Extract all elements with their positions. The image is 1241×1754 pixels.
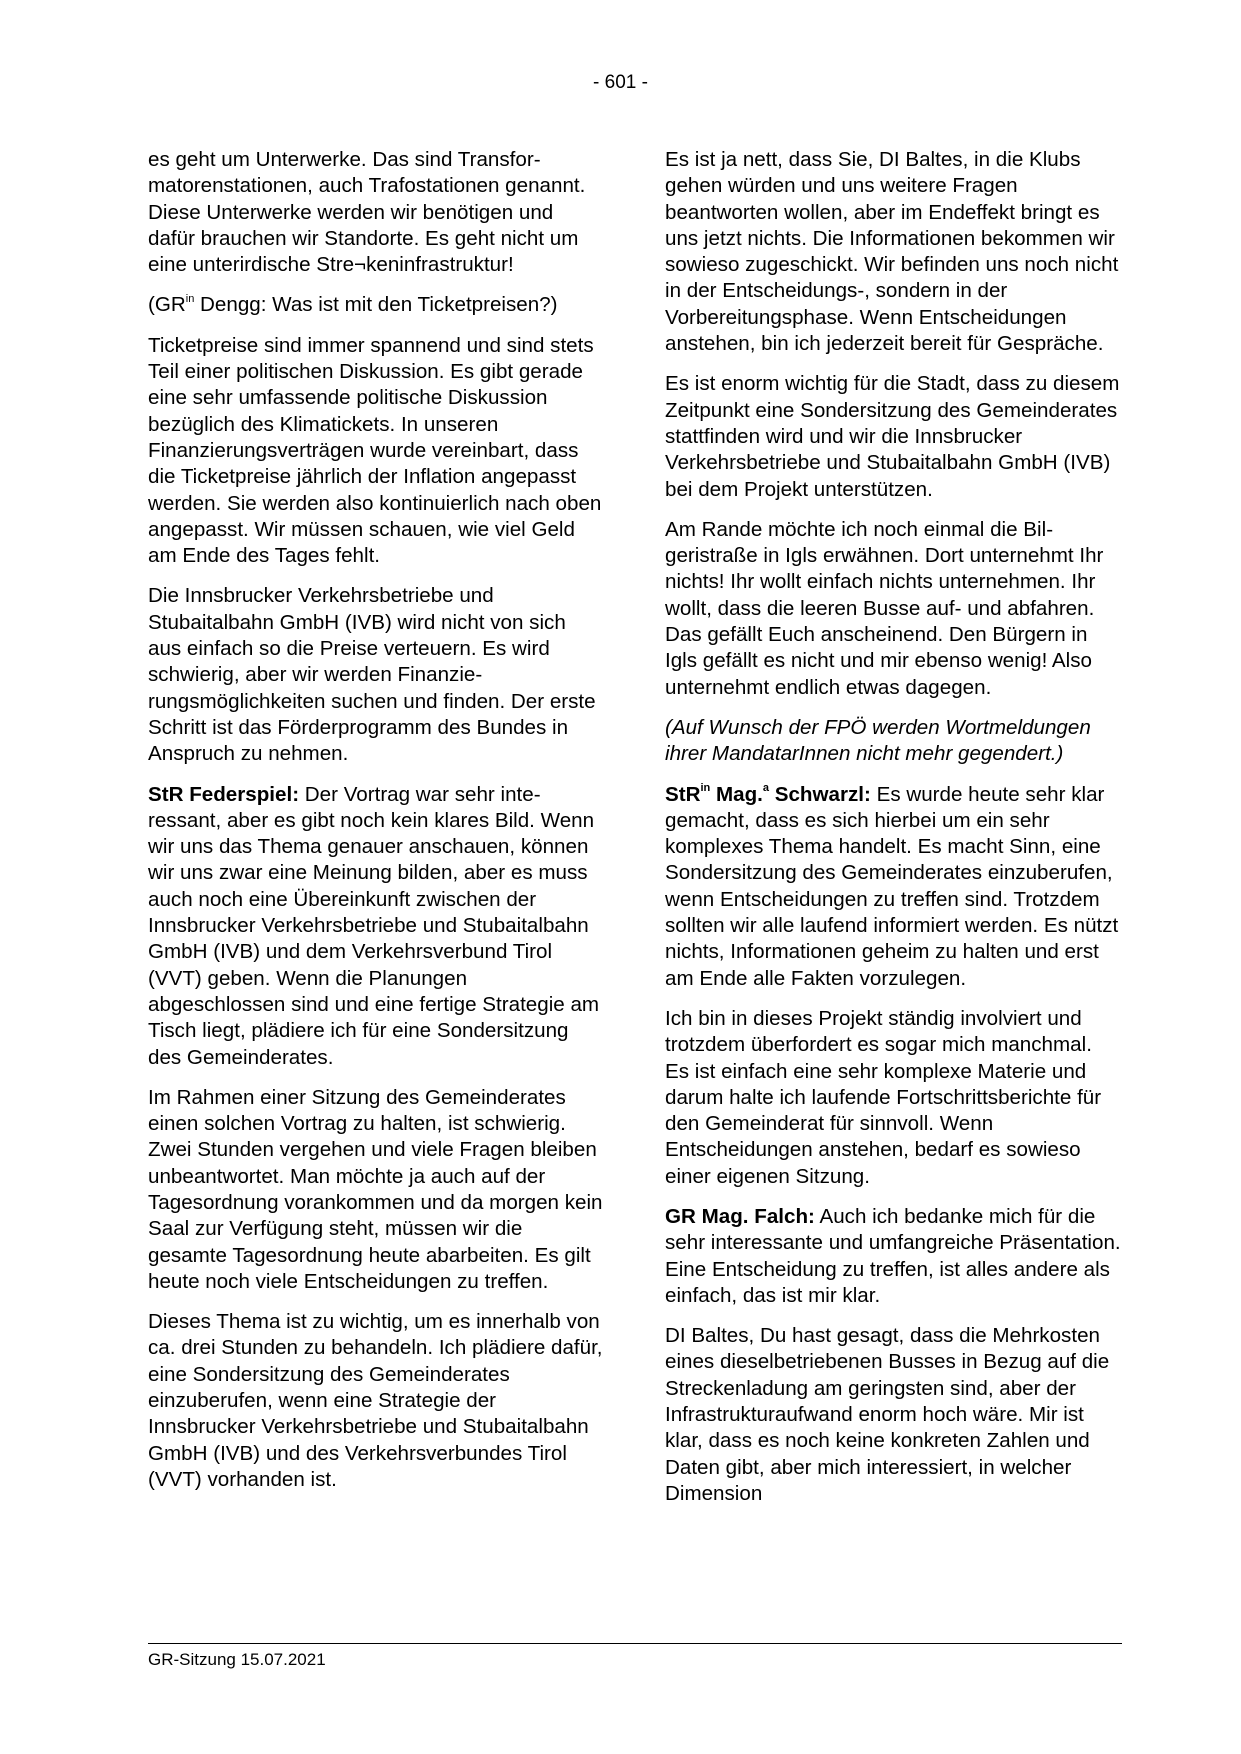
- speaker-name: GR Mag. Falch:: [665, 1204, 815, 1228]
- speaker-name: StR$^{in}$ Mag.$^a$ Schwarzl:: [665, 781, 871, 806]
- speaker-name: StR Federspiel:: [148, 782, 300, 806]
- footer-divider: [148, 1643, 1122, 1644]
- speech: StR Federspiel: Der Vortrag war sehr interessant, aber es gibt noch kein klares Bild. Wenn wir uns das Thema genauer anschauen, können wir uns zwar eine Meinung bilden, aber es muss auch noch eine Übereinkunft zwischen der Innsbrucker Verkehrsbetriebe und Stubaitalbahn GmbH (IVB) und dem Verkehrsverbund Tirol (VVT) geben. Wenn die Planungen abgeschlossen sind und eine fertige Strategie am Tisch liegt, plädiere ich für eine Sondersitzung des Gemeinderates.: [148, 782, 600, 1069]
- right-column: [665, 147, 1121, 1521]
- paragraph: Es ist ja nett, dass Sie, DI Baltes, in die Klubs gehen würden und uns weitere Fragen beantworten wollen, aber im Endeffekt bringt es uns jetzt nichts. Die Informationen bekommen wir sowieso zugeschickt. Wir befinden uns noch nicht in der Entscheidungs-, sondern in der Vorbereitungsphase. Wenn Entscheidungen anstehen, bin ich jederzeit bereit für Gespräche.: [665, 148, 1119, 356]
- speech: GR Mag. Falch: Auch ich bedanke mich für die sehr interessante und umfangreiche Präsentation. Eine Entscheidung zu treffen, ist alles andere als einfach, das ist mir klar.: [665, 1204, 1121, 1307]
- paragraph: Im Rahmen einer Sitzung des Gemeinderates einen solchen Vortrag zu halten, ist schwierig. Zwei Stunden vergehen und viele Fragen bleiben unbeantwortet. Man möchte ja auch auf der Tagesordnung vorankommen und da morgen kein Saal zur Verfügung steht, müssen wir die gesamte Tagesordnung heute abarbeiten. Es gilt heute noch viele Entscheidungen zu treffen.: [148, 1085, 603, 1293]
- paragraph: es geht um Unterwerke. Das sind Transformatorenstationen, auch Trafostationen genannt. Diese Unterwerke werden wir benötigen und dafür brauchen wir Standorte. Es geht nicht um eine unterirdische Stre¬keninfrastruktur!: [148, 148, 586, 277]
- page-number: - 601 -: [593, 72, 648, 93]
- speech: StR$^{in}$ Mag.$^a$ Schwarzl: Es wurde heute sehr klar gemacht, dass es sich hierbei um ein sehr komplexes Thema handelt. Es macht Sinn, eine Sondersitzung des Gemeinderates einzuberufen, wenn Entscheidungen zu treffen sind. Trotzdem sollten wir alle laufend informiert werden. Es nützt nichts, Informationen geheim zu halten und erst am Ende alle Fakten vorzulegen.: [665, 781, 1119, 990]
- interjection: ($GR^{in}$ Dengg: Was ist mit den Ticketpreisen?): [148, 292, 558, 317]
- paragraph: Es ist enorm wichtig für die Stadt, dass zu diesem Zeitpunkt eine Sondersitzung des Gemeinderates stattfinden wird und wir die Innsbrucker Verkehrsbetriebe und Stubaitalbahn GmbH (IVB) bei dem Projekt unterstützen.: [665, 372, 1120, 501]
- paragraph: Ich bin in dieses Projekt ständig involviert und trotzdem überfordert es sogar mich manchmal. Es ist einfach eine sehr komplexe Materie und darum halte ich laufende Fortschrittsberichte für den Gemeinderat für sinnvoll. Wenn Entscheidungen anstehen, bedarf es sowieso einer eigenen Sitzung.: [665, 1006, 1102, 1188]
- paragraph: Am Rande möchte ich noch einmal die Bilgeristraße in Igls erwähnen. Dort unternehmt Ihr nichts! Ihr wollt einfach nichts unternehmen. Ihr wollt, dass die leeren Busse auf- und abfahren. Das gefällt Euch anscheinend. Den Bürgern in Igls gefällt es nicht und mir ebenso wenig! Also unternehmt endlich etwas dagegen.: [665, 517, 1104, 699]
- paragraph: DI Baltes, Du hast gesagt, dass die Mehrkosten eines dieselbetriebenen Busses in Bezug auf die Streckenladung am geringsten sind, aber der Infrastrukturaufwand enorm hoch wäre. Mir ist klar, dass es noch keine konkreten Zahlen und Daten gibt, aber mich interessiert, in welcher Dimension: [665, 1324, 1110, 1505]
- editorial-note: (Auf Wunsch der FPÖ werden Wortmeldungen ihrer MandatarInnen nicht mehr gegendert.): [665, 715, 1091, 766]
- paragraph: Die Innsbrucker Verkehrsbetriebe und Stubaitalbahn GmbH (IVB) wird nicht von sich aus einfach so die Preise verteuern. Es wird schwierig, aber wir werden Finanzierungsmöglichkeiten suchen und finden. Der erste Schritt ist das Förderprogramm des Bundes in Anspruch zu nehmen.: [148, 584, 596, 766]
- paragraph: Ticketpreise sind immer spannend und sind stets Teil einer politischen Diskussion. Es gibt gerade eine sehr umfassende politische Diskussion bezüglich des Klimatickets. In unseren Finanzierungsverträgen wurde vereinbart, dass die Ticketpreise jährlich der Inflation angepasst werden. Sie werden also kontinuierlich nach oben angepasst. Wir müssen schauen, wie viel Geld am Ende des Tages fehlt.: [148, 333, 602, 568]
- left-column: [148, 147, 604, 1507]
- footer-text: GR-Sitzung 15.07.2021: [148, 1650, 326, 1669]
- paragraph: Dieses Thema ist zu wichtig, um es innerhalb von ca. drei Stunden zu behandeln. Ich plädiere dafür, eine Sondersitzung des Gemeinderates einzuberufen, wenn eine Strategie der Innsbrucker Verkehrsbetriebe und Stubaitalbahn GmbH (IVB) und des Verkehrsverbundes Tirol (VVT) vorhanden ist.: [148, 1310, 603, 1491]
